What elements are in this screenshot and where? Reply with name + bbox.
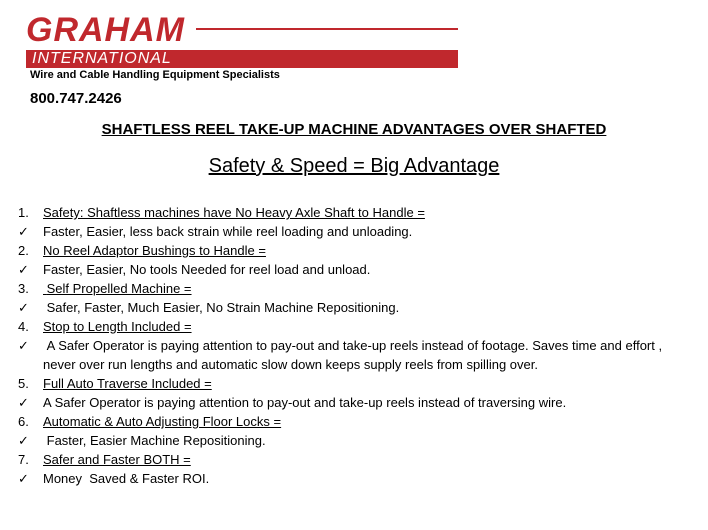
logo-name: GRAHAM (26, 11, 185, 49)
list-number: 6. (18, 414, 29, 429)
list-number: 4. (18, 319, 29, 334)
list-item-text: Faster, Easier Machine Repositioning. (43, 433, 266, 448)
checkmark-icon: ✓ (18, 262, 29, 277)
list-item-text: No Reel Adaptor Bushings to Handle = (43, 243, 266, 258)
list-item-text: Money Saved & Faster ROI. (43, 471, 210, 486)
advantages-list (18, 203, 698, 488)
logo-sub: INTERNATIONAL (32, 50, 172, 67)
checkmark-item (18, 469, 698, 488)
list-item-text: Automatic & Auto Adjusting Floor Locks = (43, 414, 282, 429)
checkmark-item (18, 260, 698, 279)
numbered-heading (18, 317, 698, 336)
list-item-text: Full Auto Traverse Included = (43, 376, 212, 391)
checkmark-icon: ✓ (18, 433, 29, 448)
numbered-heading (18, 412, 698, 431)
checkmark-icon: ✓ (18, 395, 29, 410)
list-number: 3. (18, 281, 29, 296)
list-item-text: Self Propelled Machine = (43, 281, 192, 296)
logo-bar (26, 50, 458, 68)
numbered-heading (18, 374, 698, 393)
checkmark-item (18, 222, 698, 241)
logo-rule (196, 28, 458, 30)
checkmark-item (18, 336, 698, 374)
list-item-text: Faster, Easier, less back strain while reel loading and unloading. (43, 224, 413, 239)
tagline: Wire and Cable Handling Equipment Specialists (30, 69, 280, 81)
page-title: SHAFTLESS REEL TAKE-UP MACHINE ADVANTAGES OVER SHAFTED (101, 121, 607, 138)
list-number: 7. (18, 452, 29, 467)
numbered-heading (18, 241, 698, 260)
checkmark-icon: ✓ (18, 300, 29, 315)
checkmark-item (18, 431, 698, 450)
checkmark-item (18, 393, 698, 412)
list-item-text: Safety: Shaftless machines have No Heavy Axle Shaft to Handle = (43, 205, 425, 220)
list-item-text: A Safer Operator is paying attention to pay-out and take-up reels instead of traversing wire. (43, 395, 567, 410)
list-item-text: A Safer Operator is paying attention to pay-out and take-up reels instead of footage. Saves time and effort , never over run lengths and automatic slow down keeps supply reels from spilling over. (43, 338, 666, 372)
list-number: 1. (18, 205, 29, 220)
phone-number: 800.747.2426 (30, 90, 122, 107)
list-item-text: Stop to Length Included = (43, 319, 192, 334)
numbered-heading (18, 450, 698, 469)
list-number: 2. (18, 243, 29, 258)
company-logo (26, 12, 460, 68)
checkmark-icon: ✓ (18, 224, 29, 239)
list-item-text: Safer, Faster, Much Easier, No Strain Machine Repositioning. (43, 300, 400, 315)
list-item-text: Safer and Faster BOTH = (43, 452, 191, 467)
checkmark-item (18, 298, 698, 317)
list-item-text: Faster, Easier, No tools Needed for reel load and unload. (43, 262, 371, 277)
checkmark-icon: ✓ (18, 471, 29, 486)
numbered-heading (18, 279, 698, 298)
list-number: 5. (18, 376, 29, 391)
checkmark-icon: ✓ (18, 338, 29, 353)
numbered-heading (18, 203, 698, 222)
page-subtitle: Safety & Speed = Big Advantage (208, 155, 500, 177)
